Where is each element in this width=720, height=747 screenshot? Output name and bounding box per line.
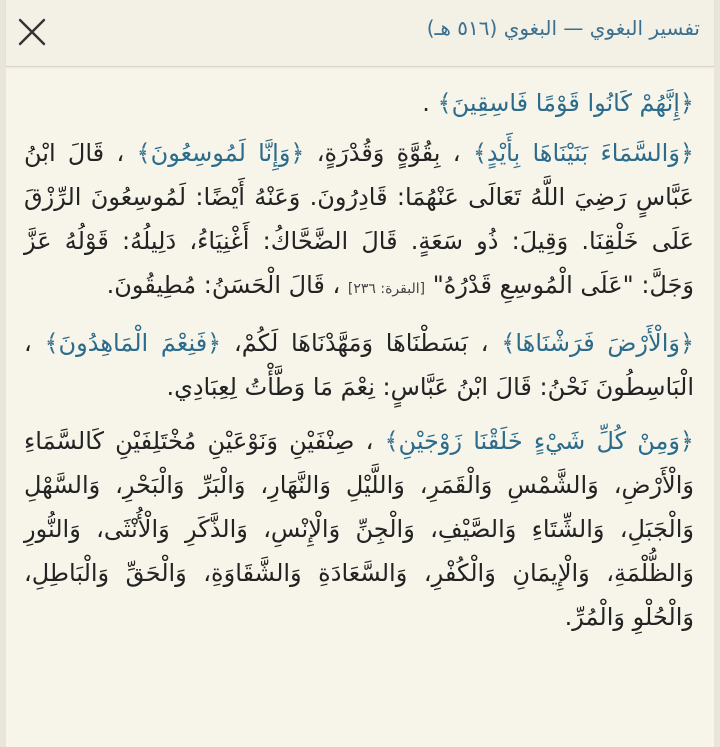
quran-verse[interactable]: ﴿إِنَّهُمْ كَانُوا قَوْمًا فَاسِقِينَ﴾ xyxy=(437,89,694,117)
paragraph-4 xyxy=(24,419,694,639)
commentary-text: . xyxy=(422,89,438,117)
commentary-text: ، قَالَ الْحَسَنُ: مُطِيقُونَ. xyxy=(106,271,348,299)
commentary-text: ، الْبَاسِطُونَ نَحْنُ: قَالَ ابْنُ عَبَّاسٍ: نِعْمَ مَا وَطَّأْتُ لِعِبَادِي. xyxy=(24,329,694,401)
paragraph-1 xyxy=(24,81,694,125)
commentary-text: ، بِقُوَّةٍ وَقُدْرَةٍ، xyxy=(304,139,473,167)
page-title: تفسير البغوي — البغوي (٥١٦ هـ) xyxy=(426,16,700,40)
commentary-text: ، صِنْفَيْنِ وَنَوْعَيْنِ مُخْتَلِفَيْنِ كَالسَّمَاءِ وَالْأَرْضِ، وَالشَّمْسِ وَالْقَمَرِ، وَاللَّيْلِ وَالنَّهَارِ، وَالْبَرِّ وَالْبَحْرِ، وَالسَّهْلِ وَالْجَبَلِ، وَالشِّتَاءِ وَالصَّيْفِ، وَالْجِنِّ وَالْإِنْسِ، وَالذَّكَرِ وَالْأُنْثَى، وَالنُّورِ وَالظُّلْمَةِ، وَالْإِيمَانِ وَالْكُفْرِ، وَالسَّعَادَةِ وَالشَّقَاوَةِ، وَالْحَقِّ وَالْبَاطِلِ، وَالْحُلْوِ وَالْمُرِّ. xyxy=(24,427,694,631)
commentary-text: ، قَالَ ابْنُ عَبَّاسٍ رَضِيَ اللَّهُ تَعَالَى عَنْهُمَا: قَادِرُونَ. وَعَنْهُ أَيْضًا: لَمُوسِعُونَ الرِّزْقَ عَلَى خَلْقِنَا. وَقِيلَ: ذُو سَعَةٍ. قَالَ الضَّحَّاكُ: أَغْنِيَاءُ، دَلِيلُهُ: قَوْلُهُ عَزَّ وَجَلَّ: "عَلَى الْمُوسِعِ قَدْرُهُ" xyxy=(24,139,694,299)
commentary-text: ، بَسَطْنَاهَا وَمَهَّدْنَاهَا لَكُمْ، xyxy=(221,329,502,357)
close-button[interactable] xyxy=(14,14,50,50)
quran-verse[interactable]: ﴿وَمِنْ كُلِّ شَيْءٍ خَلَقْنَا زَوْجَيْنِ﴾ xyxy=(384,427,694,455)
header-bar xyxy=(6,0,714,67)
quran-verse[interactable]: ﴿وَالْأَرْضَ فَرَشْنَاهَا﴾ xyxy=(501,329,695,357)
paragraph-2 xyxy=(24,131,694,311)
quran-verse[interactable]: ﴿وَالسَّمَاءَ بَنَيْنَاهَا بِأَيْدٍ﴾ xyxy=(472,139,694,167)
tafsir-content xyxy=(6,67,714,659)
paragraph-3 xyxy=(24,321,694,409)
close-icon xyxy=(14,14,50,50)
quran-verse[interactable]: ﴿وَإِنَّا لَمُوسِعُونَ﴾ xyxy=(136,139,305,167)
surah-reference[interactable]: [البقرة: ٢٣٦] xyxy=(347,281,426,297)
quran-verse[interactable]: ﴿فَنِعْمَ الْمَاهِدُونَ﴾ xyxy=(44,329,222,357)
